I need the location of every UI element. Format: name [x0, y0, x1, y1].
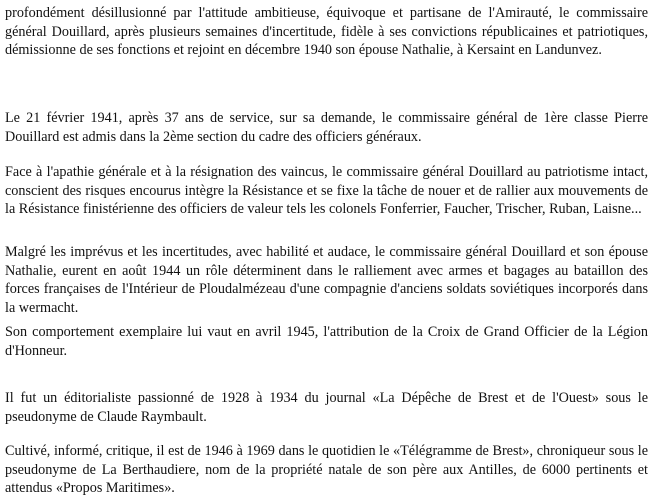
paragraph-honours: Son comportement exemplaire lui vaut en avril 1945, l'attribution de la Croix de Grand Officier de la Légion d'Honneur. — [5, 324, 648, 359]
paragraph-editorialist: Il fut un éditorialiste passionné de 1928 à 1934 du journal «La Dépêche de Brest et de l'Ouest» sous le pseudonyme de Claude Raymbault. — [5, 390, 648, 425]
paragraph-rallying: Malgré les imprévus et les incertitudes, avec habilité et audace, le commissaire général Douillard et son épouse Nathalie, eurent en août 1944 un rôle déterminent dans le ralliement avec armes et bagages au bataillon des forces françaises de l'Intérieur de Ploudalmézeau d'une compagnie d'anciens soldats soviétiques incorporés dans la wermacht. — [5, 244, 648, 316]
paragraph-resignation: profondément désillusionné par l'attitude ambitieuse, équivoque et partisane de l'Amirauté, le commissaire général Douillard, après plusieurs semaines d'incertitude, fidèle à ses convictions républicaines et patriotiques, démissionne de ses fonctions et rejoint en décembre 1940 son épouse Nathalie, à Kersaint en Landunvez. — [5, 5, 648, 58]
paragraph-resistance: Face à l'apathie générale et à la résignation des vaincus, le commissaire général Douillard au patriotisme intact, conscient des risques encourus intègre la Résistance et se fixe la tâche de nouer et de rallier aux mouvements de la Résistance finistérienne des officiers de valeur tels les colonels Fonferrier, Faucher, Trischer, Ruban, Laisne... — [5, 164, 648, 217]
paragraph-retirement: Le 21 février 1941, après 37 ans de service, sur sa demande, le commissaire général de 1ère classe Pierre Douillard est admis dans la 2ème section du cadre des officiers généraux. — [5, 110, 648, 145]
paragraph-chronicler: Cultivé, informé, critique, il est de 1946 à 1969 dans le quotidien le «Télégramme de Brest», chroniqueur sous le pseudonyme de La Berthaudiere, nom de la propriété natale de son père aux Antilles, de 6000 pertinents et attendus «Propos Maritimes». — [5, 443, 648, 496]
